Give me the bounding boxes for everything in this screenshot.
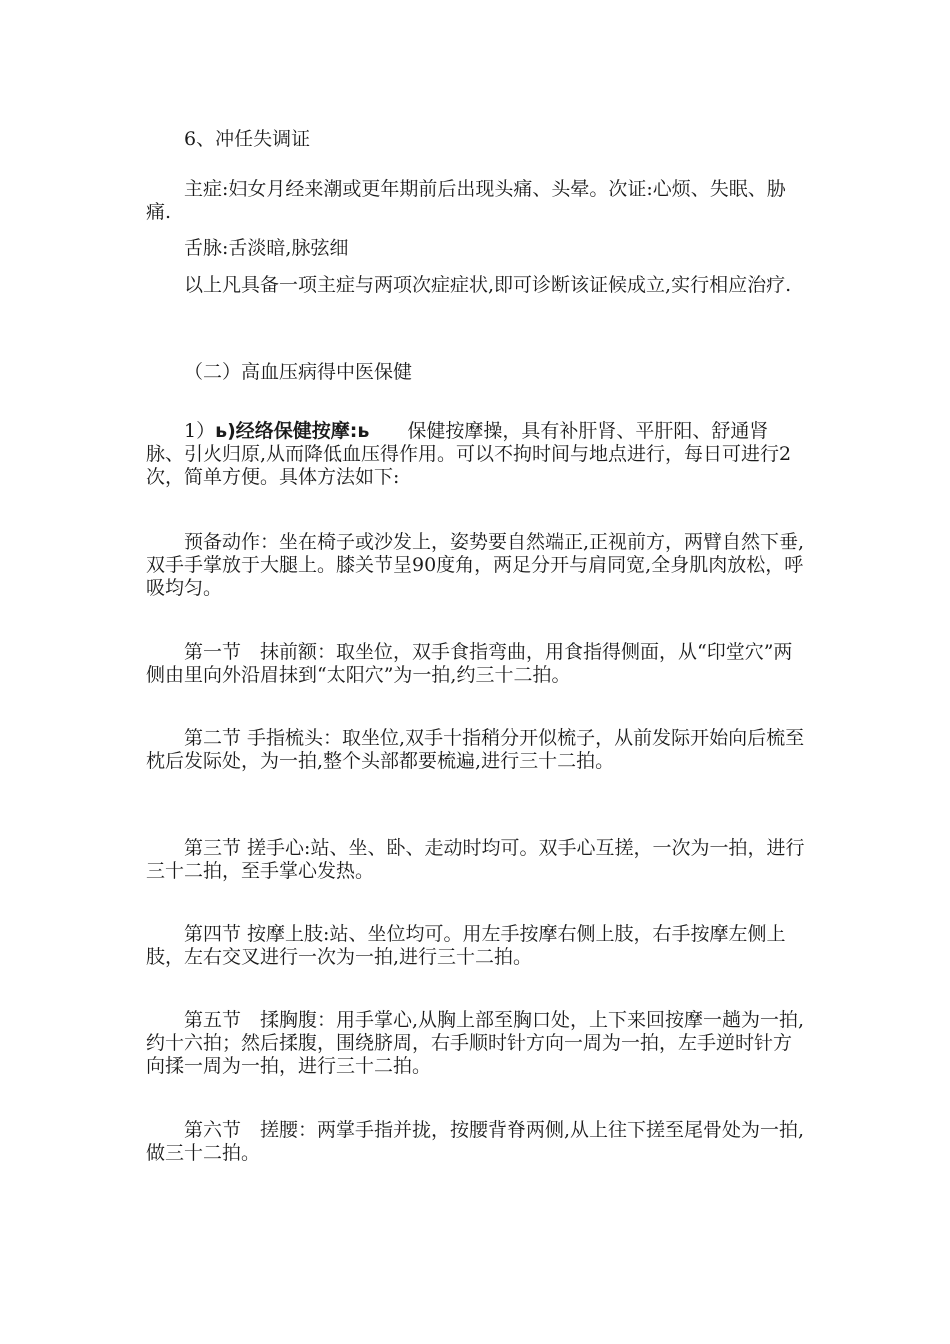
heading-chongren: 6、冲任失调证 <box>184 128 311 150</box>
paragraph-section-3: 第三节 搓手心:站、坐、卧、走动时均可。双手心互搓，一次为一拍，进行三十二拍，至手掌心发热。 <box>146 837 805 882</box>
item-number: 1） <box>184 420 216 442</box>
paragraph-section-5: 第五节 揉胸腹：用手掌心,从胸上部至胸口处，上下来回按摩一趟为一拍,约十六拍；然后揉腹，围绕脐周，右手顺时针方向一周为一拍，左手逆时针方向揉一周为一拍，进行三十二拍。 <box>146 1009 805 1077</box>
paragraph-section-6: 第六节 搓腰：两掌手指并拢，按腰背脊两侧,从上往下搓至尾骨处为一拍,做三十二拍。 <box>146 1119 805 1164</box>
massage-intro-text: 保健按摩操，具有补肝肾、平肝阳、舒通肾脉、引火归原,从而降低血压得作用。可以不拘时间与地点进行，每日可进行2次，简单方便。具体方法如下: <box>146 420 792 488</box>
paragraph-section-1: 第一节 抹前额：取坐位，双手食指弯曲，用食指得侧面，从“印堂穴”两侧由里向外沿眉抹到“太阳穴”为一拍,约三十二拍。 <box>146 641 793 686</box>
paragraph-section-4: 第四节 按摩上肢:站、坐位均可。用左手按摩右侧上肢，右手按摩左侧上肢，左右交叉进行一次为一拍,进行三十二拍。 <box>146 923 786 968</box>
paragraph-section-2: 第二节 手指梳头：取坐位,双手十指稍分开似梳子，从前发际开始向后梳至枕后发际处，为一拍,整个头部都要梳遍,进行三十二拍。 <box>146 727 805 772</box>
section-heading-tcm-care: （二）高血压病得中医保健 <box>184 361 413 383</box>
massage-title: ь)经络保健按摩:ь <box>215 420 370 442</box>
paragraph-main-symptom: 主症:妇女月经来潮或更年期前后出现头痛、头晕。次证:心烦、失眠、胁痛. <box>146 178 786 223</box>
paragraph-tongue-pulse: 舌脉:舌淡暗,脉弦细 <box>184 237 349 259</box>
paragraph-massage-intro <box>146 420 806 489</box>
paragraph-diagnosis: 以上凡具备一项主症与两项次症症状,即可诊断该证候成立,实行相应治疗. <box>184 274 792 296</box>
paragraph-preparation: 预备动作：坐在椅子或沙发上，姿势要自然端正,正视前方，两臂自然下垂,双手手掌放于大腿上。膝关节呈90度角，两足分开与肩同宽,全身肌肉放松，呼吸均匀。 <box>146 531 805 599</box>
